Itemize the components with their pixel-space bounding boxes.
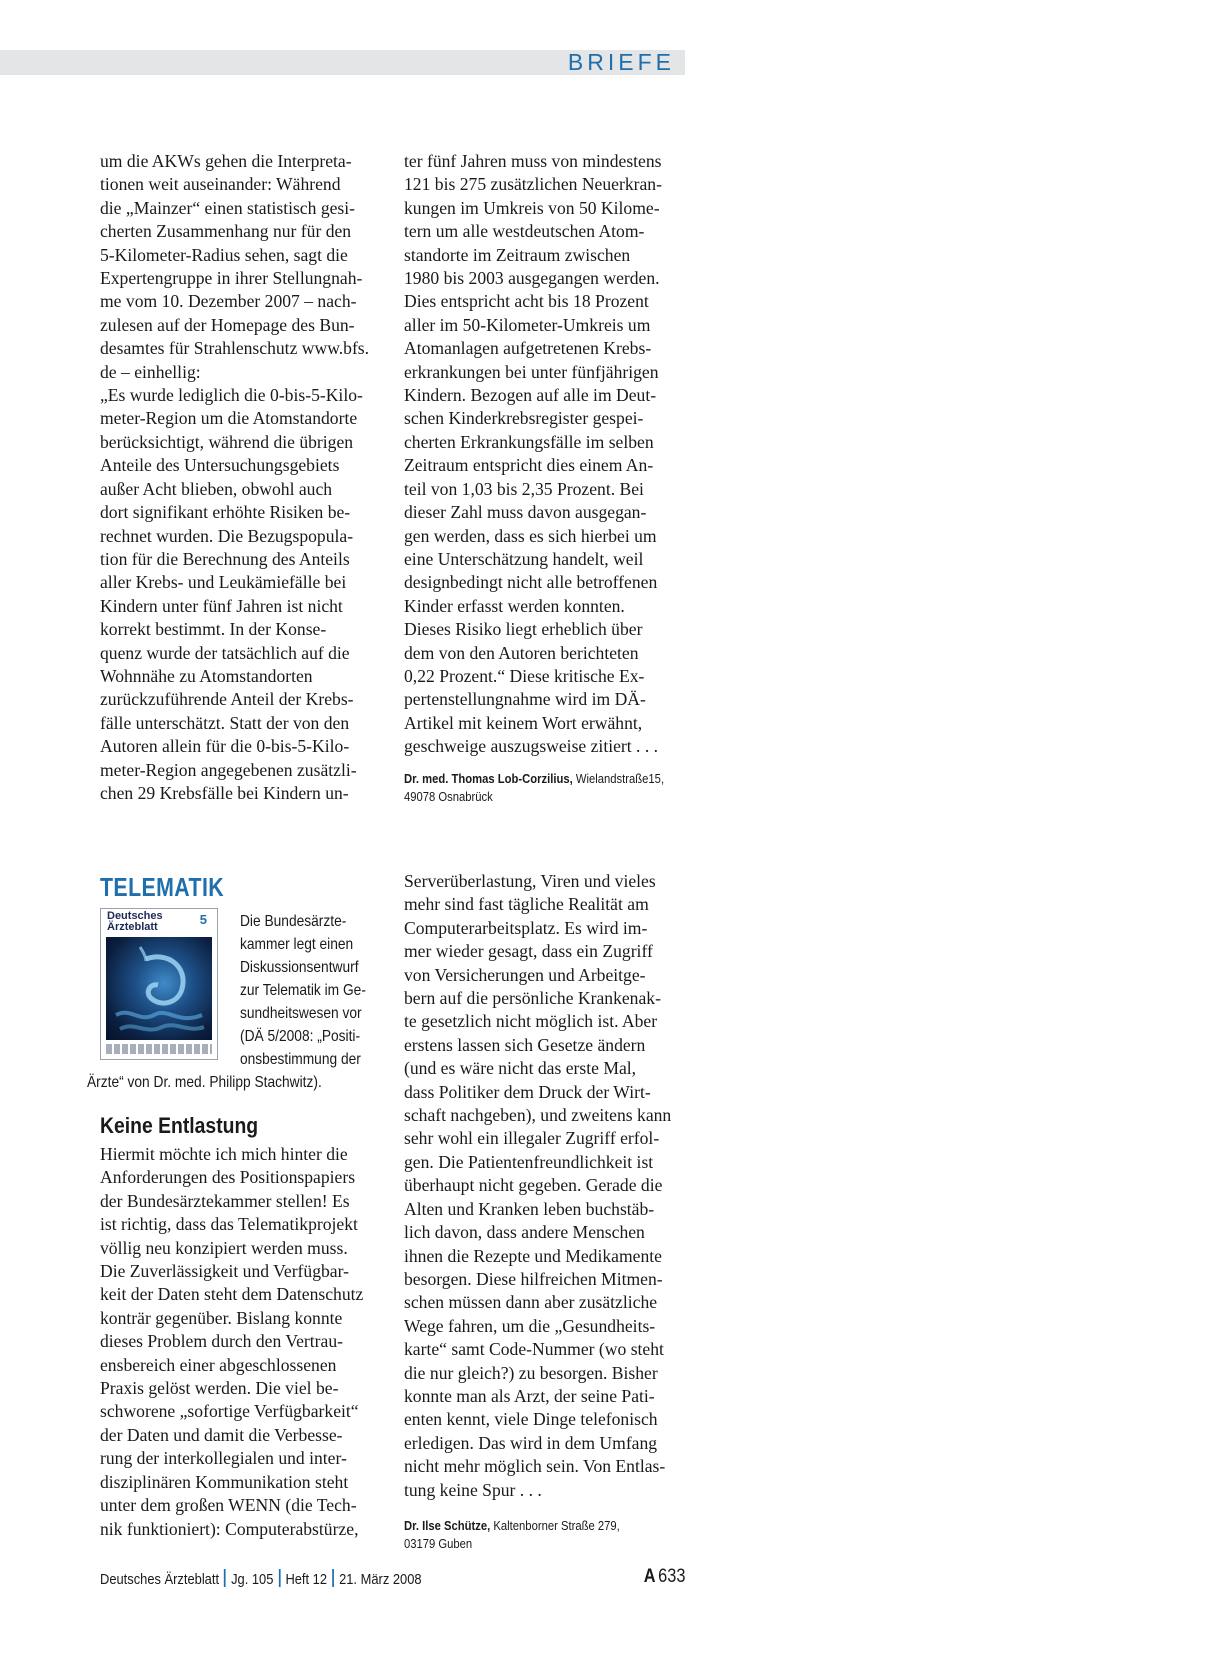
text-line: 121 bis 275 zusätzlichen Neuerkran- xyxy=(404,174,662,195)
stomach-illustration-icon xyxy=(106,937,212,1040)
text-line: schworene „sofortige Verfügbarkeit“ xyxy=(100,1401,359,1422)
page-number-value: 633 xyxy=(657,1566,685,1587)
text-line: tionen weit auseinander: Während xyxy=(100,174,341,195)
text-line: gen. Die Patientenfreundlichkeit ist xyxy=(404,1151,654,1172)
text-line: unter dem großen WENN (die Tech- xyxy=(100,1495,357,1516)
text-line: um die AKWs gehen die Interpreta- xyxy=(100,151,352,171)
footer-issue: Heft 12 xyxy=(285,1571,328,1588)
text-line: rechnet wurden. Die Bezugspopula- xyxy=(100,525,354,546)
text-line: Zeitraum entspricht dies einem An- xyxy=(404,455,654,476)
page-prefix: A xyxy=(643,1566,656,1587)
text-line: nik funktioniert): Computerabstürze, xyxy=(100,1518,359,1539)
text-line: zurückzuführende Anteil der Krebs- xyxy=(100,689,354,710)
cover-title-line2: Ärzteblatt xyxy=(107,921,158,933)
letter2-headline: Keine Entlastung xyxy=(100,1113,259,1138)
text-line: enten kennt, viele Dinge telefonisch xyxy=(404,1409,658,1430)
text-line: Serverüberlastung, Viren und vieles xyxy=(404,871,656,891)
text-line: Atomanlagen aufgetretenen Krebs- xyxy=(404,338,652,359)
text-line: zulesen auf der Homepage des Bun- xyxy=(100,314,355,335)
text-line: ihnen die Rezepte und Medikamente xyxy=(404,1245,662,1266)
section-title: TELEMATIK xyxy=(100,872,225,902)
teaser-last-line xyxy=(87,1071,322,1094)
text-line: Kinder erfasst werden konnten. xyxy=(404,595,625,616)
text-line: teil von 1,03 bis 2,35 Prozent. Bei xyxy=(404,478,644,499)
text-line: Die Zuverlässigkeit und Verfügbar- xyxy=(100,1261,349,1282)
teaser-line: zur Telematik im Ge- xyxy=(240,982,366,999)
footer-citation xyxy=(100,1569,422,1588)
text-line: ist richtig, dass das Telematikprojekt xyxy=(100,1214,358,1235)
header-bar xyxy=(0,50,685,75)
text-line: überhaupt nicht gegeben. Gerade die xyxy=(404,1175,663,1196)
text-line: Alten und Kranken leben buchstäb- xyxy=(404,1198,655,1219)
letter1-signature xyxy=(404,770,674,806)
text-line: fälle unterschätzt. Statt der von den xyxy=(100,712,350,733)
letter2-author-address: Kaltenborner Straße 279, xyxy=(490,1519,620,1533)
teaser-line: sundheitswesen vor xyxy=(240,1005,362,1022)
text-line: mehr sind fast tägliche Realität am xyxy=(404,894,649,915)
text-line: von Versicherungen und Arbeitge- xyxy=(404,964,646,985)
text-line: desamtes für Strahlenschutz www.bfs. xyxy=(100,338,370,359)
text-line: erstens lassen sich Gesetze ändern xyxy=(404,1034,646,1055)
text-line: besorgen. Diese hilfreichen Mitmen- xyxy=(404,1268,663,1289)
text-line: mer wieder gesagt, dass ein Zugriff xyxy=(404,941,653,962)
text-line: pertenstellungnahme wird im DÄ- xyxy=(404,689,646,710)
text-line: konträr gegenüber. Bislang konnte xyxy=(100,1307,343,1328)
cover-footer-strip xyxy=(106,1044,212,1054)
cover-title-line1: Deutsches xyxy=(107,910,163,922)
text-line: quenz wurde der tatsächlich auf die xyxy=(100,642,350,663)
text-line: bern auf die persönliche Krankenak- xyxy=(404,988,661,1009)
page-number xyxy=(643,1566,685,1588)
text-line: Dieses Risiko liegt erheblich über xyxy=(404,619,643,640)
text-line: Wohnnähe zu Atomstandorten xyxy=(100,665,313,686)
text-line: 0,22 Prozent.“ Diese kritische Ex- xyxy=(404,665,645,686)
text-line: erledigen. Das wird in dem Umfang xyxy=(404,1432,658,1453)
text-line: berücksichtigt, während die übrigen xyxy=(100,431,354,452)
section-label: BRIEFE xyxy=(567,49,675,75)
text-line: nicht mehr möglich sein. Von Entlas- xyxy=(404,1456,666,1477)
text-line: chen 29 Krebsfälle bei Kindern un- xyxy=(100,782,349,803)
footer-volume: Jg. 105 xyxy=(231,1571,274,1588)
cover-title xyxy=(107,911,187,933)
text-line: Autoren allein für die 0-bis-5-Kilo- xyxy=(100,736,350,757)
letter2-signature xyxy=(404,1517,674,1553)
text-line: Kindern. Bezogen auf alle im Deut- xyxy=(404,385,657,406)
text-line: cherten Erkrankungsfälle im selben xyxy=(404,431,654,452)
teaser-line: Die Bundesärzte- xyxy=(240,913,347,930)
text-line: keit der Daten steht dem Datenschutz xyxy=(100,1284,364,1305)
text-line: tern um alle westdeutschen Atom- xyxy=(404,221,645,242)
cover-issue-number: 5 xyxy=(199,912,207,927)
text-line: aller Krebs- und Leukämiefälle bei xyxy=(100,572,347,593)
teaser-text xyxy=(240,910,366,1071)
text-line: Artikel mit keinem Wort erwähnt, xyxy=(404,712,643,733)
teaser-line: Diskussionsentwurf xyxy=(240,959,359,976)
text-line: außer Acht blieben, obwohl auch xyxy=(100,478,333,499)
footer-separator xyxy=(224,1569,226,1587)
text-line: 5-Kilometer-Radius sehen, sagt die xyxy=(100,244,348,265)
text-line: me vom 10. Dezember 2007 – nach- xyxy=(100,291,357,312)
teaser-line: Ärzte“ von Dr. med. Philipp Stachwitz). xyxy=(87,1074,322,1091)
letter2-author-city: 03179 Guben xyxy=(404,1537,473,1551)
text-line: schaft nachgeben), und zweitens kann xyxy=(404,1105,672,1126)
text-line: erkrankungen bei unter fünfjährigen xyxy=(404,361,659,382)
text-line: tion für die Berechnung des Anteils xyxy=(100,548,350,569)
text-line: tung keine Spur . . . xyxy=(404,1479,542,1500)
text-line: te gesetzlich nicht möglich ist. Aber xyxy=(404,1011,658,1032)
letter1-column-2 xyxy=(404,150,694,759)
text-line: de – einhellig: xyxy=(100,361,201,382)
text-line: Computerarbeitsplatz. Es wird im- xyxy=(404,917,648,938)
letter1-author-city: 49078 Osnabrück xyxy=(404,790,493,804)
text-line: schen müssen dann aber zusätzliche xyxy=(404,1292,658,1313)
text-line: Praxis gelöst werden. Die viel be- xyxy=(100,1378,339,1399)
text-line: der Daten und damit die Verbesse- xyxy=(100,1424,343,1445)
page-footer xyxy=(100,1566,685,1590)
text-line: Dies entspricht acht bis 18 Prozent xyxy=(404,291,649,312)
text-line: Anforderungen des Positionspapiers xyxy=(100,1167,356,1188)
footer-separator xyxy=(332,1569,334,1587)
text-line: standorte im Zeitraum zwischen xyxy=(404,244,631,265)
text-line: dieser Zahl muss davon ausgegan- xyxy=(404,502,647,523)
text-line: die „Mainzer“ einen statistisch gesi- xyxy=(100,197,356,218)
text-line: kungen im Umkreis von 50 Kilome- xyxy=(404,197,660,218)
text-line: Kindern unter fünf Jahren ist nicht xyxy=(100,595,343,616)
text-line: gen werden, dass es sich hierbei um xyxy=(404,525,657,546)
footer-journal: Deutsches Ärzteblatt xyxy=(100,1571,220,1588)
letter1-column-1 xyxy=(100,150,390,805)
text-line: sehr wohl ein illegaler Zugriff erfol- xyxy=(404,1128,660,1149)
teaser-line: (DÄ 5/2008: „Positi- xyxy=(240,1028,361,1045)
text-line: „Es wurde lediglich die 0-bis-5-Kilo- xyxy=(100,385,363,406)
text-line: ensbereich einer abgeschlossenen xyxy=(100,1354,337,1375)
teaser-line: onsbestimmung der xyxy=(240,1051,361,1068)
text-line: der Bundesärztekammer stellen! Es xyxy=(100,1190,350,1211)
text-line: konnte man als Arzt, der seine Pati- xyxy=(404,1385,655,1406)
text-line: dieses Problem durch den Vertrau- xyxy=(100,1331,343,1352)
text-line: korrekt bestimmt. In der Konse- xyxy=(100,619,327,640)
text-line: ter fünf Jahren muss von mindestens xyxy=(404,151,662,171)
text-line: Hiermit möchte ich mich hinter die xyxy=(100,1144,348,1164)
text-line: karte“ samt Code-Nummer (wo steht xyxy=(404,1339,664,1360)
text-line: disziplinären Kommunikation steht xyxy=(100,1471,349,1492)
text-line: dem von den Autoren berichteten xyxy=(404,642,639,663)
text-line: völlig neu konzipiert werden muss. xyxy=(100,1237,348,1258)
text-line: Wege fahren, um die „Gesundheits- xyxy=(404,1315,656,1336)
text-line: geschweige auszugsweise zitiert . . . xyxy=(404,736,659,757)
text-line: Anteile des Untersuchungsgebiets xyxy=(100,455,340,476)
text-line: meter-Region um die Atomstandorte xyxy=(100,408,358,429)
text-line: 1980 bis 2003 ausgegangen werden. xyxy=(404,268,660,289)
footer-separator xyxy=(279,1569,281,1587)
text-line: lich davon, dass andere Menschen xyxy=(404,1222,645,1243)
text-line: eine Unterschätzung handelt, weil xyxy=(404,548,644,569)
text-line: die nur gleich?) zu besorgen. Bisher xyxy=(404,1362,658,1383)
text-line: Expertengruppe in ihrer Stellungnah- xyxy=(100,268,363,289)
letter1-author-address: Wielandstraße15, xyxy=(572,772,665,786)
journal-cover-image xyxy=(100,908,218,1060)
text-line: meter-Region angegebenen zusätzli- xyxy=(100,759,357,780)
letter1-author-name: Dr. med. Thomas Lob-Corzilius, xyxy=(404,772,573,786)
letter2-column-1 xyxy=(100,1143,390,1541)
footer-date: 21. März 2008 xyxy=(339,1571,422,1588)
text-line: rung der interkollegialen und inter- xyxy=(100,1448,347,1469)
text-line: dass Politiker dem Druck der Wirt- xyxy=(404,1081,651,1102)
letter2-column-2 xyxy=(404,870,694,1502)
text-line: schen Kinderkrebsregister gespei- xyxy=(404,408,644,429)
text-line: (und es wäre nicht das erste Mal, xyxy=(404,1058,637,1079)
text-line: designbedingt nicht alle betroffenen xyxy=(404,572,658,593)
teaser-line: kammer legt einen xyxy=(240,936,354,953)
text-line: dort signifikant erhöhte Risiken be- xyxy=(100,502,351,523)
letter2-author-name: Dr. Ilse Schütze, xyxy=(404,1519,491,1533)
text-line: aller im 50-Kilometer-Umkreis um xyxy=(404,314,651,335)
text-line: cherten Zusammenhang nur für den xyxy=(100,221,352,242)
